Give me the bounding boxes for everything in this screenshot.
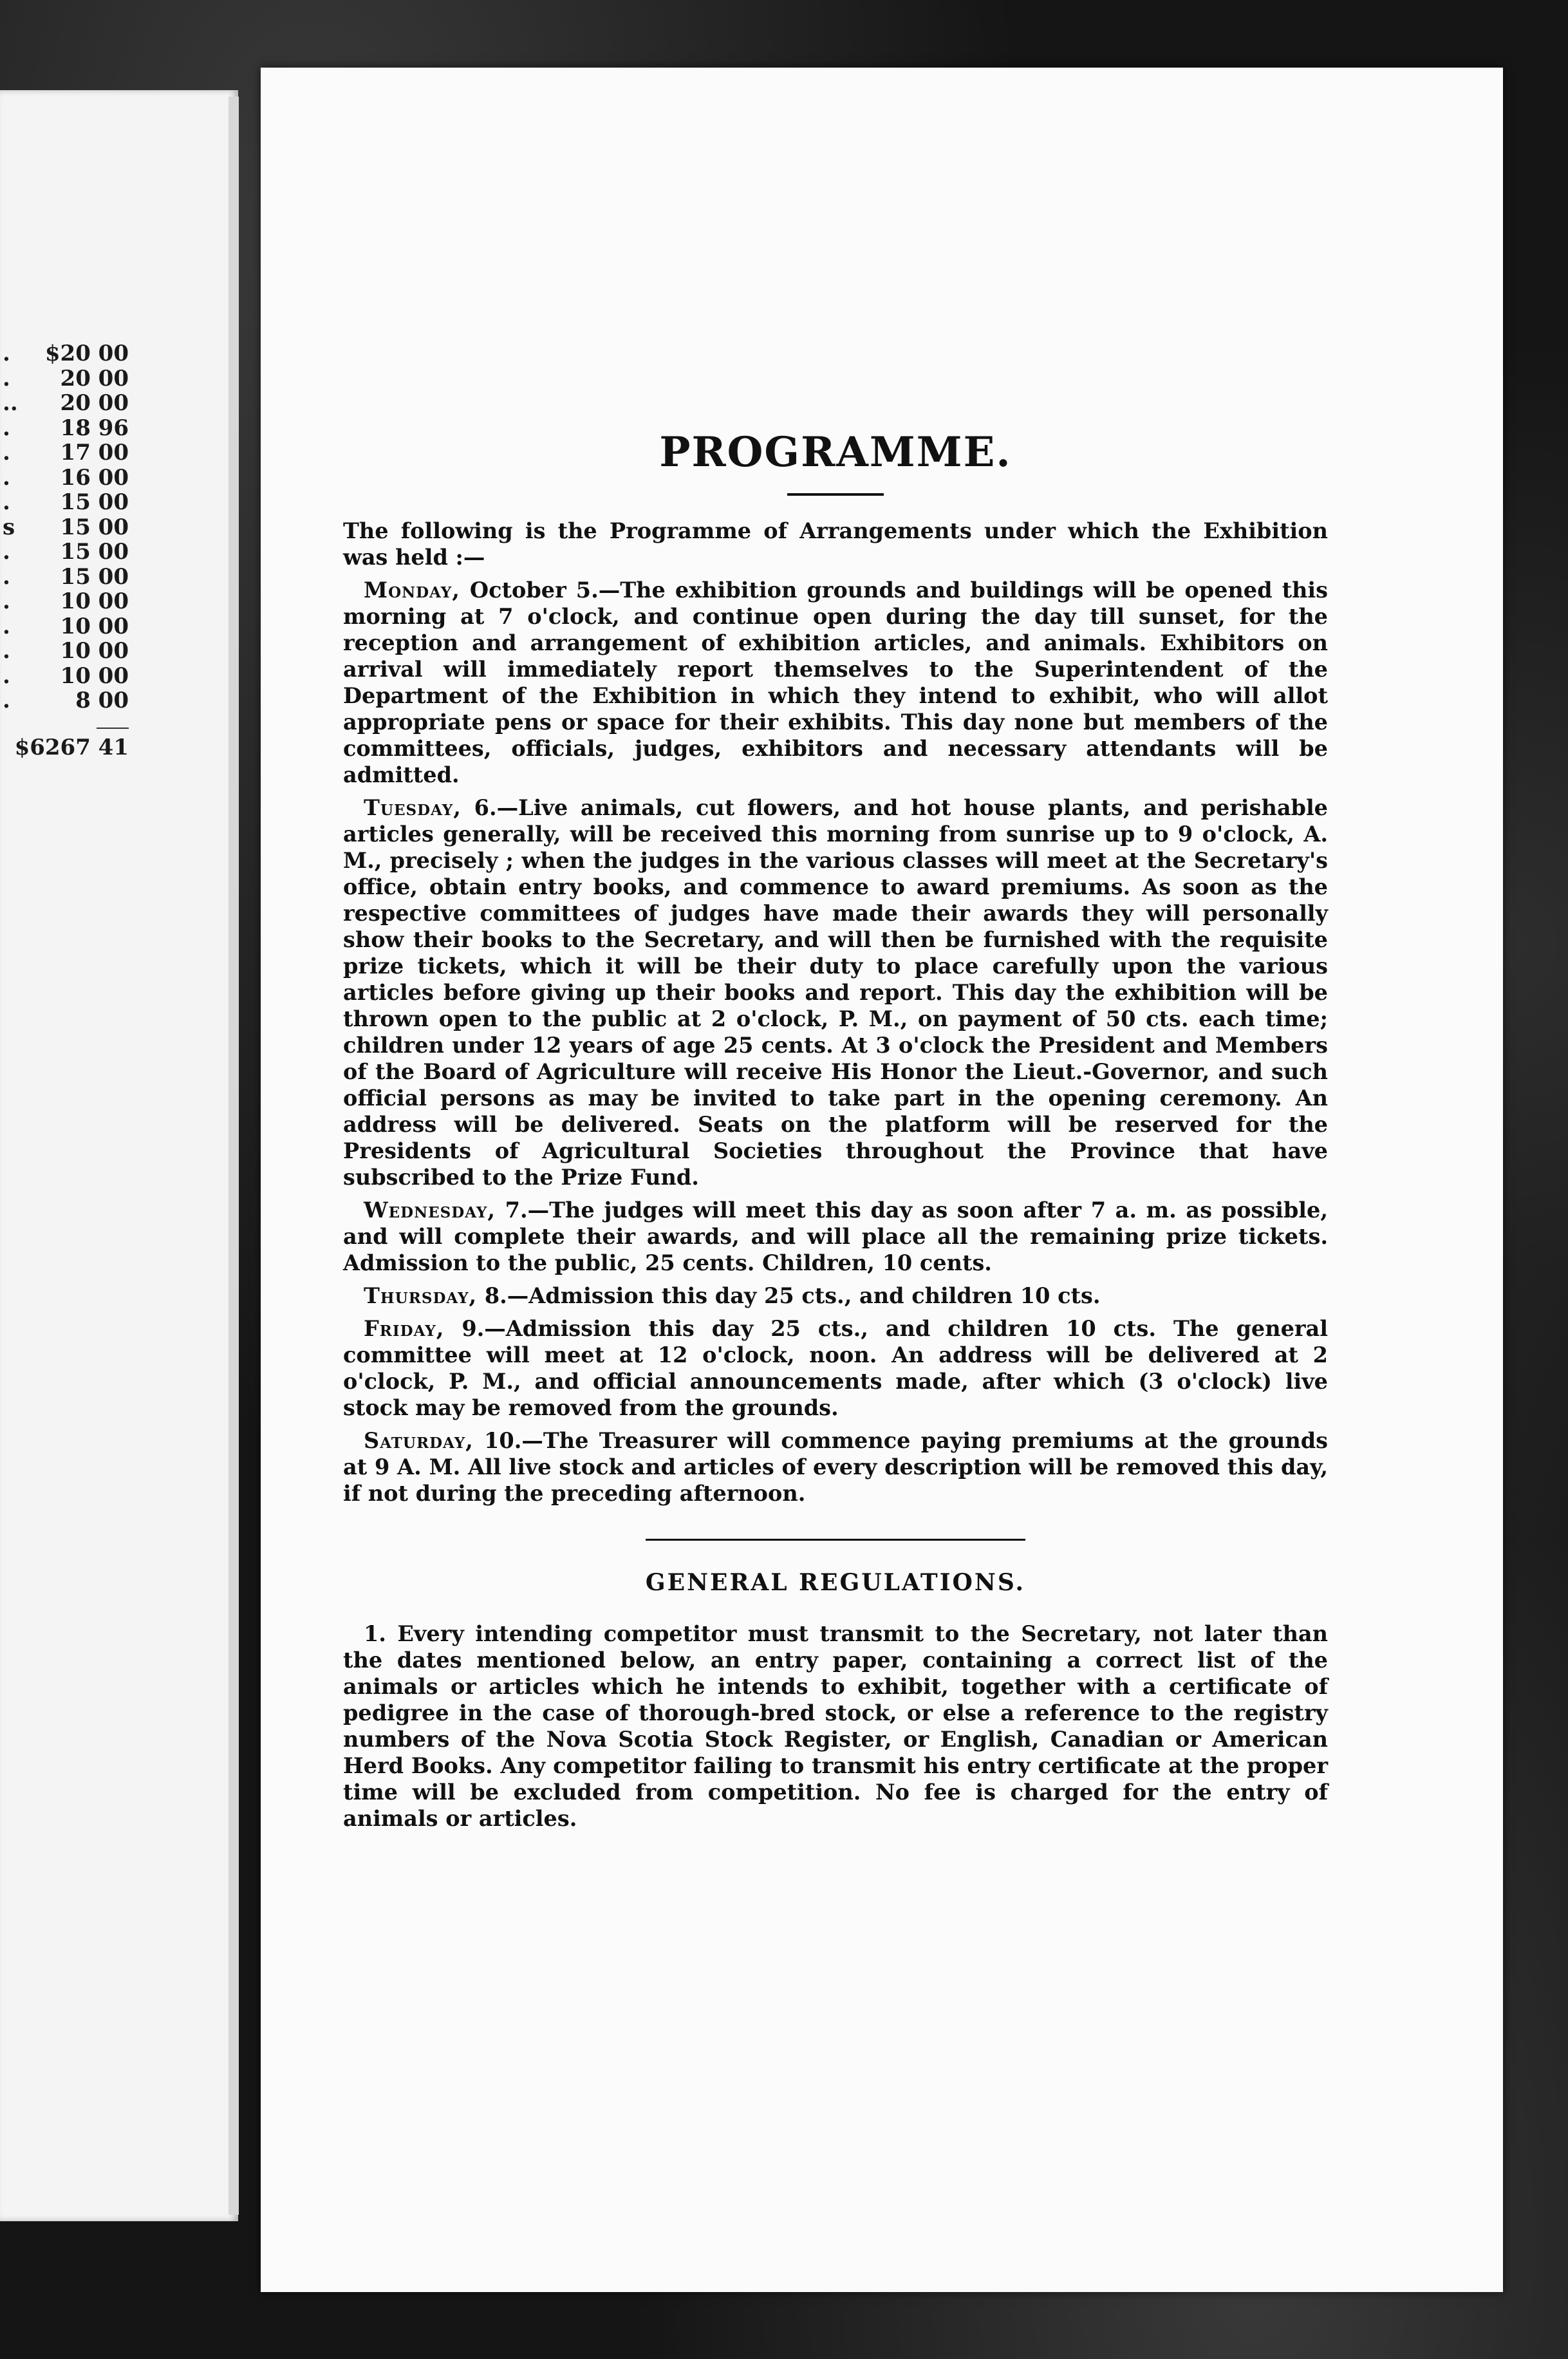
day-paragraph-wednesday <box>343 1197 1328 1276</box>
day-label: Tuesday, <box>364 795 462 820</box>
amount-total-value: $6267 41 <box>14 734 129 760</box>
document-page <box>261 68 1503 2292</box>
day-label: Wednesday, <box>364 1198 496 1223</box>
amount-row: . $20 00 <box>3 341 129 366</box>
page-content <box>343 428 1328 1838</box>
regulation-item: 1. Every intending competitor must transmit to the Secretary, not later than the dates mentioned below, an entry paper, containing a correct list of the animals or articles which he intends to exhibit, together with a certificate of pedigree in the case of thorough-bred stock, or else a reference to the registry numbers of the Nova Scotia Stock Register, or English, Canadian or American Herd Books. Any competitor failing to transmit his entry certificate at the proper time will be excluded from competition. No fee is charged for the entry of animals or articles. <box>343 1621 1328 1831</box>
amount-value: 16 00 <box>60 464 129 491</box>
amount-value: $20 00 <box>44 341 129 366</box>
amount-value: 8 00 <box>75 688 129 713</box>
amount-row: . 16 00 <box>3 464 129 491</box>
amount-row: .. 20 00 <box>3 390 129 416</box>
day-text: 10.—The Treasurer will commence paying premiums at the grounds at 9 A. M. All live stock and articles of every description will be removed this day, if not during the preceding afternoon. <box>343 1428 1328 1506</box>
amount-row: . 10 00 <box>3 613 129 639</box>
title-rule <box>787 493 884 496</box>
programme-title: PROGRAMME. <box>659 428 1012 476</box>
amount-value: 10 00 <box>60 588 129 614</box>
amount-row: . 15 00 <box>3 489 129 515</box>
section-rule <box>646 1539 1025 1541</box>
amount-row: . 17 00 <box>3 440 129 465</box>
day-paragraph-thursday <box>343 1283 1328 1309</box>
amount-value: 18 96 <box>60 415 129 441</box>
day-label: Monday, <box>364 578 460 603</box>
amount-row: s 15 00 <box>3 514 129 540</box>
day-paragraph-monday <box>343 577 1328 788</box>
amount-total <box>0 735 129 760</box>
day-label: Friday, <box>364 1316 445 1341</box>
day-label: Saturday, <box>364 1428 474 1453</box>
amount-row: . 8 00 <box>3 688 129 713</box>
amount-value: 17 00 <box>60 440 129 465</box>
amount-value: 10 00 <box>60 638 129 664</box>
day-text: October 5.—The exhibition grounds and buildings will be opened this morning at 7 o'clock, and continue open during the day till sunset, for the reception and arrangement of exhibition articles, and animals. Exhibitors on arrival will immediately report themselves to the Superintendent of the Department of the Exhibition in which they intend to exhibit, who will allot appropriate pens or space for their exhibits. This day none but members of the committees, officials, judges, exhibitors and necessary attendants will be admitted. <box>343 578 1328 787</box>
day-label: Thursday, <box>364 1283 478 1308</box>
amount-value: 10 00 <box>60 663 129 689</box>
amount-row: . 10 00 <box>3 588 129 614</box>
amount-value: 15 00 <box>60 489 129 515</box>
programme-intro: The following is the Programme of Arrangements under which the Exhibition was held :— <box>343 518 1328 570</box>
day-paragraph-tuesday <box>343 794 1328 1190</box>
amount-value: 15 00 <box>60 514 129 540</box>
previous-page-edge <box>229 97 239 2215</box>
day-text: 8.—Admission this day 25 cts., and children 10 cts. <box>477 1283 1101 1308</box>
day-paragraph-saturday <box>343 1427 1328 1507</box>
day-text: 7.—The judges will meet this day as soon after 7 a. m. as possible, and will complete their awards, and will place all the remaining prize tickets. Admission to the public, 25 cents. Children, 10 cents. <box>343 1198 1328 1275</box>
amount-value: 10 00 <box>60 613 129 639</box>
amount-value: 20 00 <box>60 365 129 391</box>
amount-row: . 15 00 <box>3 563 129 590</box>
day-text: 6.—Live animals, cut flowers, and hot house plants, and perishable articles generally, will be received this morning from sunrise up to 9 o'clock, A. M., precisely ; when the judges in the various classes will meet at the Secretary's office, obtain entry books, and commence to award premiums. As soon as the respective committees of judges have made their awards they will personally show their books to the Secretary, and will then be furnished with the requisite prize tickets, which it will be their duty to place carefully upon the various articles before giving up their books and report. This day the exhibition will be thrown open to the public at 2 o'clock, P. M., on payment of 50 cts. each time; children under 12 years of age 25 cents. At 3 o'clock the President and Members of the Board of Agriculture will receive His Honor the Lieut.-Governor, and such official persons as may be invited to take part in the opening ceremony. An address will be delivered. Seats on the platform will be reserved for the Presidents of Agricultural Societies throughout the Province that have subscribed to the Prize Fund. <box>343 795 1328 1190</box>
amount-value: 15 00 <box>60 539 129 565</box>
amount-row: . 20 00 <box>3 365 129 391</box>
day-paragraph-friday <box>343 1315 1328 1421</box>
day-text: 9.—Admission this day 25 cts., and children 10 cts. The general committee will meet at 12 o'clock, noon. An address will be delivered at 2 o'clock, P. M., and official announcements made, after which (3 o'clock) live stock may be removed from the grounds. <box>343 1316 1328 1420</box>
amount-row: . 10 00 <box>3 638 129 664</box>
amount-row: . 10 00 <box>3 663 129 689</box>
regulations-title: GENERAL REGULATIONS. <box>645 1569 1026 1596</box>
amount-value: 20 00 <box>60 390 129 416</box>
amount-value: 15 00 <box>60 563 129 590</box>
amounts-column <box>0 341 129 760</box>
total-rule <box>97 728 129 729</box>
amount-row: . 15 00 <box>3 539 129 565</box>
amount-row: . 18 96 <box>3 415 129 441</box>
